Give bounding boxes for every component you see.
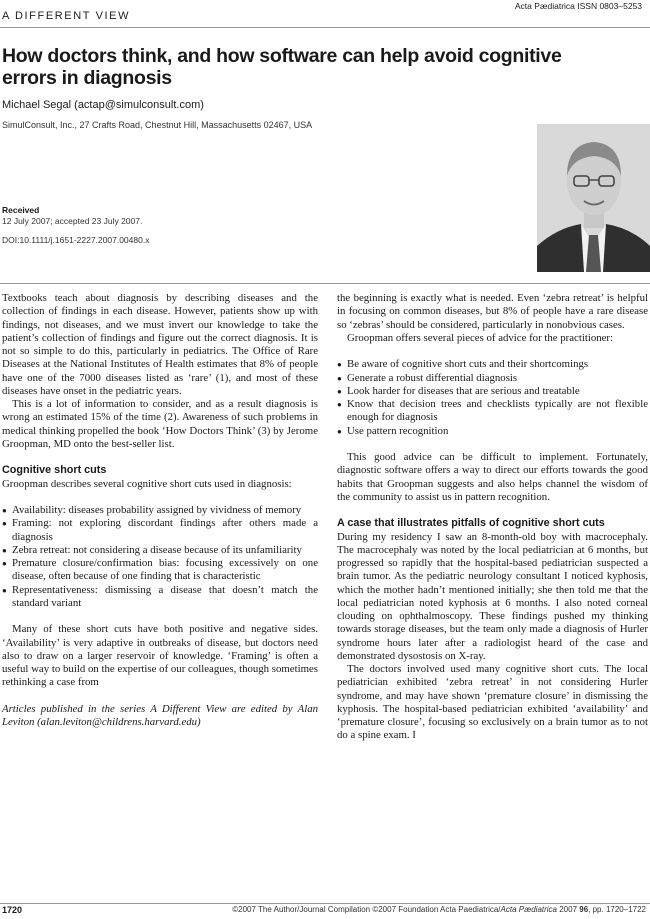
page-range: , pp. 1720–1722 (588, 905, 646, 914)
list-item: ● Representativeness: dismissing a disease that doesn’t match the standard variant (2, 584, 318, 611)
doi: DOI:10.1111/j.1651-2227.2007.00480.x (2, 235, 150, 245)
author-photo (537, 124, 650, 272)
article-title: How doctors think, and how software can help avoid cognitive errors in diagnosis (2, 45, 562, 89)
list-item: ● Availability: diseases probability assigned by vividness of memory (2, 504, 318, 517)
right-column (337, 292, 648, 743)
paragraph: The doctors involved used many cognitive short cuts. The local pediatrician exhibited ‘zebra retreat’ in not considering Hurler syndrome, and may have shown ‘premature closure’ in dismissing the kyphosis. The hospital-based pediatrician exhibited ‘availability’ and ‘premature closure’, focusing so exclusively on a brain tumor as to not do a spine exam. I (337, 663, 648, 742)
paragraph: This good advice can be difficult to implement. Fortunately, diagnostic software offers a way to direct our efforts towards the good habits that Groopman suggests and also helps channel the wisdom of the community to assist us in pattern recognition. (337, 451, 648, 503)
author-line: Michael Segal (actap@simulconsult.com) (2, 99, 204, 111)
journal-name: Acta Pædiatrica (500, 905, 557, 914)
copyright-year: 2007 (557, 905, 580, 914)
page-footer (0, 905, 650, 919)
copyright-text: ©2007 The Author/Journal Compilation ©2007 Foundation Acta Paediatrica/ (232, 905, 501, 914)
copyright-line (232, 905, 646, 914)
bullet-list (337, 358, 648, 438)
editor-note: Articles published in the series A Different View are edited by Alan Leviton (alan.leviton@childrens.harvard.edu) (2, 702, 318, 728)
page-number: 1720 (2, 905, 23, 915)
list-item: ● Premature closure/confirmation bias: focusing excessively on one disease, often because of one finding that is characteristic (2, 557, 318, 584)
paragraph: Textbooks teach about diagnosis by describing diseases and the collection of findings in each disease. However, patients show up with findings, not diseases, and we must invert our knowledge to take the patient’s collection of findings and figure out the correct diagnosis. It is not so simple to do this, particularly in pediatrics. The Office of Rare Diseases at the National Institutes of Health estimates that 8% of people have one of the 7000 diseases listed as ‘rare’ (1), and most of these diseases have onset in the pediatric years. (2, 292, 318, 397)
paragraph: This is a lot of information to consider, and as a result diagnosis is wrong an estimated 15% of the time (2). Awareness of such problems in medical thinking propelled the book ‘How Doctors Think’ (3) by Jerome Groopman, MD onto the best-seller list. (2, 398, 318, 450)
section-tag: A DIFFERENT VIEW (2, 10, 131, 22)
header-divider (0, 27, 650, 28)
paragraph: Groopman describes several cognitive short cuts used in diagnosis: (2, 477, 292, 490)
paragraph: During my residency I saw an 8-month-old boy with macrocephaly. The macrocephaly was noted by the local pediatrician at 6 months, but progressed so rapidly that the hospital-based pediatrician suspected a brain tumor. As the pediatric neurology consultant I noticed kyphosis, which the mother hadn’t mentioned initially; she then told me that the local pediatrician noted kyphosis at 6 months. I also noted corneal clouding on ophthalmoscopy. These findings pushed my thinking towards storage diseases, but the team only made a diagnosis of Hurler syndrome hours later after a radiologist heard of the case and demonstrated dysostosis on X-ray. (337, 530, 648, 662)
list-item: ● Be aware of cognitive short cuts and their shortcomings (337, 358, 648, 371)
section-heading: A case that illustrates pitfalls of cognitive short cuts (337, 517, 605, 530)
paragraph: the beginning is exactly what is needed. Even ‘zebra retreat’ is helpful in focusing on common diseases, but 8% of people have a rare disease so ‘zebras’ should be considered, particularly in nonobvious cases. (337, 292, 648, 331)
abstract-divider (0, 283, 650, 284)
affiliation: SimulConsult, Inc., 27 Crafts Road, Chestnut Hill, Massachusetts 02467, USA (2, 120, 313, 130)
received-label: Received (2, 205, 40, 215)
list-item: ● Zebra retreat: not considering a disease because of its unfamiliarity (2, 544, 318, 557)
paragraph: Groopman offers several pieces of advice for the practitioner: (347, 331, 614, 344)
paragraph: Many of these short cuts have both positive and negative sides. ‘Availability’ is very adaptive in outbreaks of disease, but doctors need also to draw on a larger reservoir of knowledge. ‘Framing’ is often a useful way to build on the expertise of our colleagues, though sometimes rethinking a case from (2, 623, 318, 689)
footer-divider (0, 903, 650, 904)
list-item: ● Know that decision trees and checklists typically are not flexible enough for diagnosis (337, 398, 648, 425)
list-item: ● Look harder for diseases that are serious and treatable (337, 385, 648, 398)
received-dates: 12 July 2007; accepted 23 July 2007. (2, 216, 143, 226)
list-item: ● Framing: not exploring discordant findings after others made a diagnosis (2, 517, 318, 544)
left-column (2, 292, 318, 729)
bullet-list (2, 504, 318, 610)
list-item: ● Generate a robust differential diagnosis (337, 372, 648, 385)
journal-issn: Acta Pædiatrica ISSN 0803–5253 (514, 1, 642, 11)
volume-number: 96 (579, 905, 589, 914)
list-item: ● Use pattern recognition (337, 425, 648, 438)
section-heading: Cognitive short cuts (2, 464, 107, 477)
